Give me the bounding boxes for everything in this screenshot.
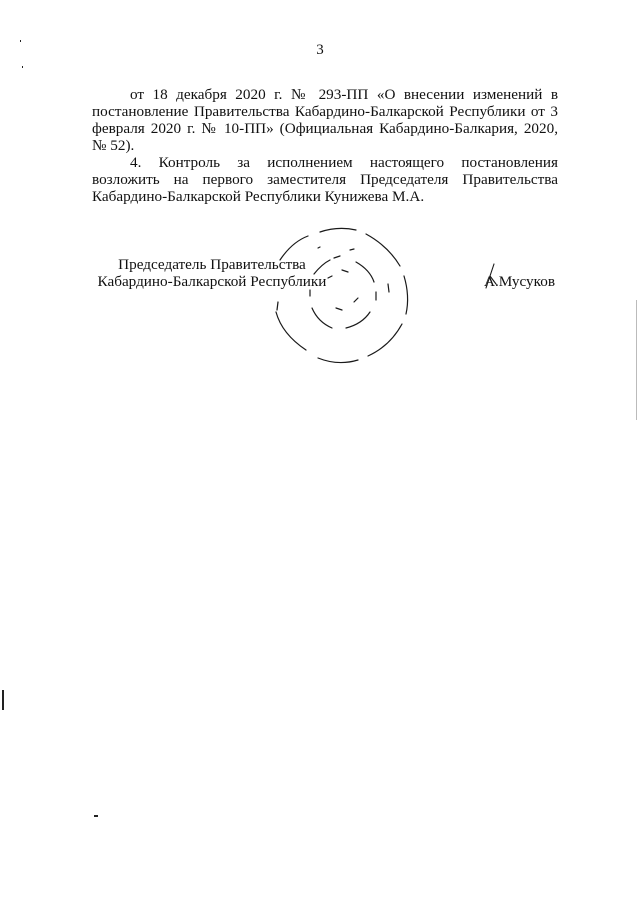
paragraph-2: 4. Контроль за исполнением настоящего постановления возложить на первого заместителя Председателя Правительства Кабардино-Балкарской Республики Кунижева М.А. xyxy=(92,154,558,205)
page-number: 3 xyxy=(316,42,324,58)
signer-name: А.Мусуков xyxy=(484,273,555,290)
signer-title-line-2: Кабардино-Балкарской Республики xyxy=(97,273,327,290)
paragraph-1: от 18 декабря 2020 г. № 293-ПП «О внесении изменений в постановление Правительства Кабардино-Балкарской Республики от 3 февраля 2020 г. № 10-ПП» (Официальная Кабардино-Балкария, 2020, № 52). xyxy=(92,86,558,154)
official-seal-stamp xyxy=(258,218,418,368)
scan-artifact-left-bar xyxy=(2,690,4,710)
scan-artifact-dot-bottom xyxy=(94,815,98,817)
signer-title-line-1: Председатель Правительства xyxy=(118,256,306,273)
scan-artifact-edge-line xyxy=(636,300,637,420)
scan-artifact-dot-top-2 xyxy=(22,66,23,68)
scan-artifact-dot-top xyxy=(20,40,21,42)
